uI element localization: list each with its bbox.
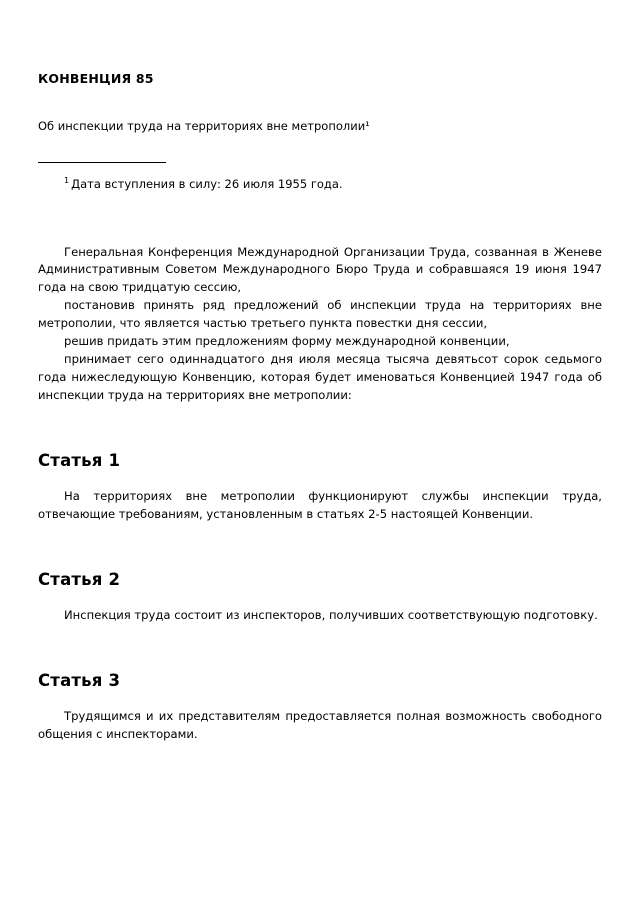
article-body: Трудящимся и их представителям предоставляется полная возможность свободного общения с инспекторами. — [38, 709, 602, 742]
footnote-marker: 1 — [64, 175, 70, 185]
footnote-text: Дата вступления в силу: 26 июля 1955 года. — [71, 176, 343, 191]
footnote — [38, 175, 602, 192]
article-heading: Статья 3 — [38, 671, 121, 691]
preamble-paragraph: постановив принять ряд предложений об инспекции труда на территориях вне метрополии, что является частью третьего пункта повестки дня сессии, — [38, 298, 602, 331]
page-title: КОНВЕНЦИЯ 85 — [38, 71, 154, 86]
article-body: Инспекция труда состоит из инспекторов, получивших соответствующую подготовку. — [64, 608, 598, 623]
article-3 — [38, 671, 602, 744]
article-body: На территориях вне метрополии функционируют службы инспекции труда, отвечающие требованиям, установленным в статьях 2-5 настоящей Конвенции. — [38, 489, 602, 522]
document-subtitle: Об инспекции труда на территориях вне метрополии¹ — [38, 118, 370, 133]
article-heading: Статья 1 — [38, 451, 121, 471]
article-heading: Статья 2 — [38, 570, 121, 590]
preamble-paragraph: принимает сего одиннадцатого дня июля месяца тысяча девятьсот сорок седьмого года нижеследующую Конвенцию, которая будет именоваться Конвенцией 1947 года об инспекции труда на территориях вне метрополии: — [38, 352, 602, 403]
preamble-paragraph: решив придать этим предложениям форму международной конвенции, — [64, 334, 510, 349]
article-1 — [38, 451, 602, 524]
footnote-divider — [38, 162, 166, 163]
preamble-section — [38, 244, 602, 406]
preamble-paragraph: Генеральная Конференция Международной Организации Труда, созванная в Женеве Административным Советом Международного Бюро Труда и собравшаяся 19 июня 1947 года на свою тридцатую сессию, — [38, 244, 602, 295]
article-2 — [38, 570, 602, 625]
